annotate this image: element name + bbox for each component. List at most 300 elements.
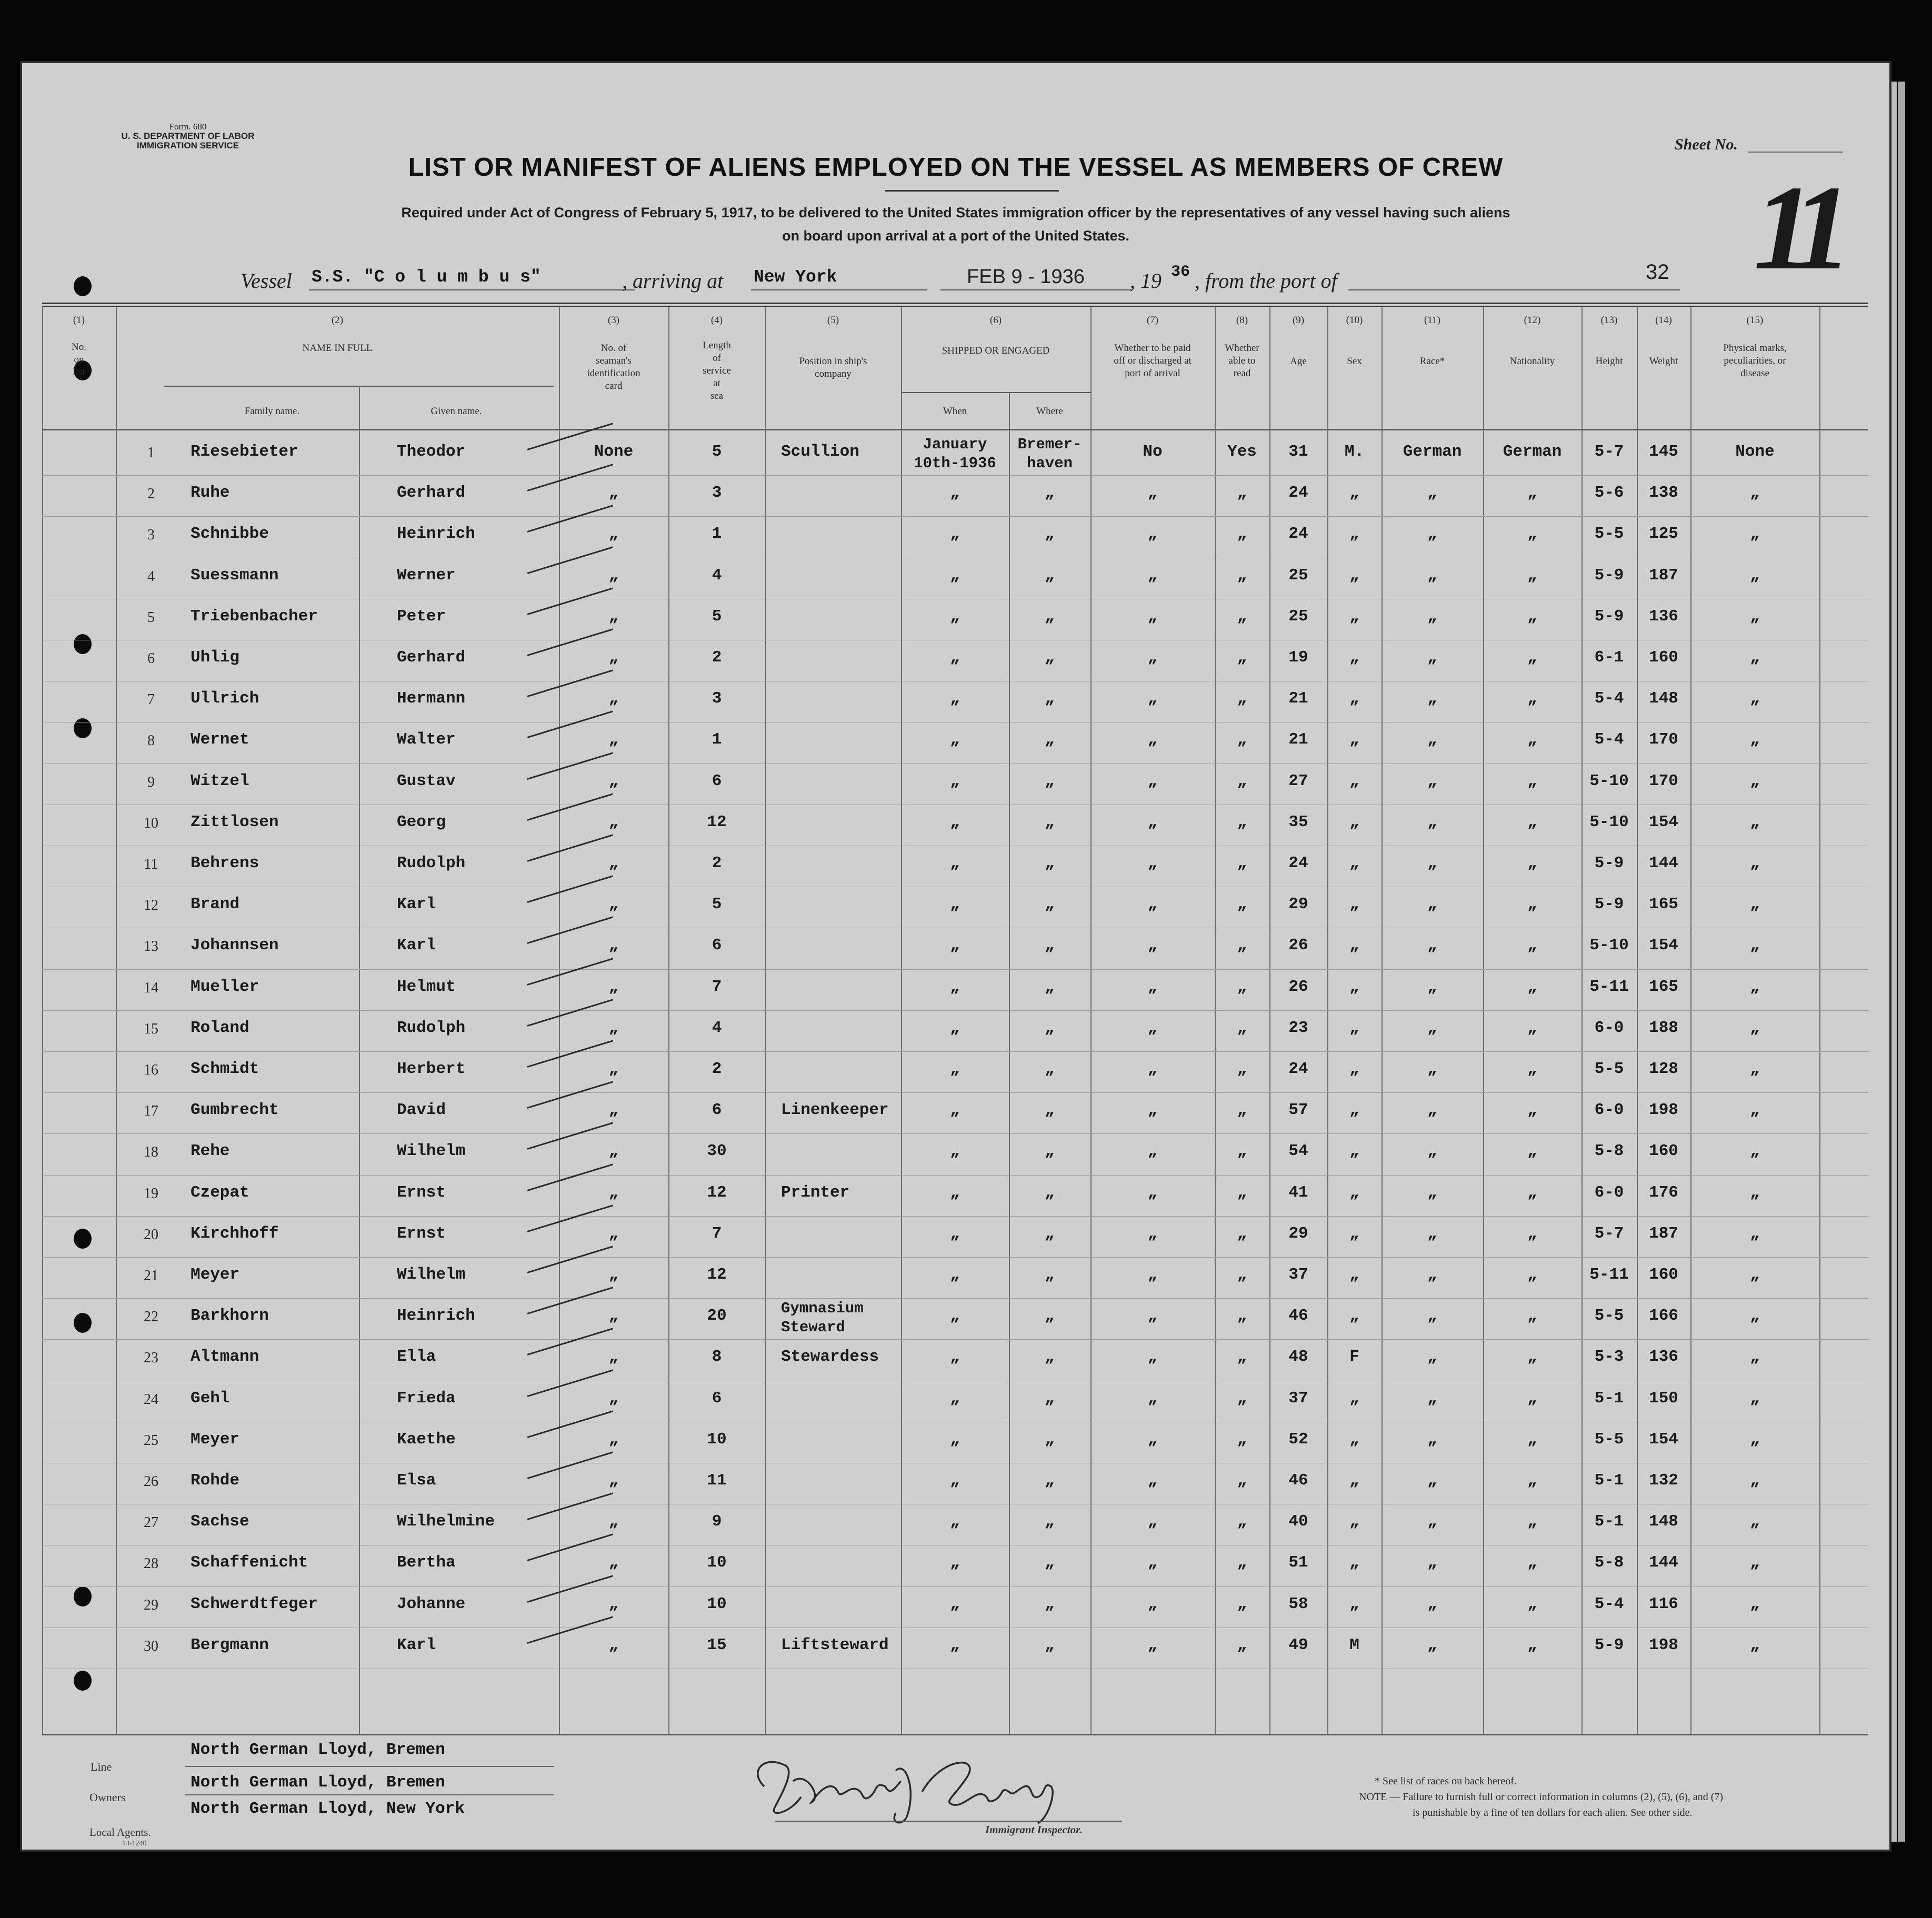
where-cell: „: [1045, 812, 1055, 831]
row-number: 7: [147, 691, 155, 708]
race-cell: „: [1427, 525, 1437, 544]
race-cell: „: [1427, 689, 1437, 708]
age-cell: 54: [1288, 1142, 1308, 1161]
age-cell: 21: [1288, 730, 1308, 749]
sheet-no-label: Sheet No.: [1675, 136, 1738, 153]
sex-cell: „: [1349, 1018, 1359, 1037]
sex-cell: „: [1349, 1553, 1359, 1572]
where-cell: „: [1045, 730, 1055, 749]
service-cell: 5: [712, 895, 722, 914]
arriving-rule: [751, 289, 927, 290]
column-header: Nationality: [1509, 356, 1555, 367]
age-cell: 29: [1288, 895, 1308, 914]
service-cell: 2: [712, 648, 722, 667]
row-rule: [42, 1133, 1868, 1134]
marks-cell: „: [1750, 648, 1760, 667]
column-number: (3): [607, 315, 620, 326]
height-cell: 5-10: [1589, 771, 1629, 790]
row-number: 22: [144, 1309, 158, 1325]
read-cell: Yes: [1227, 443, 1257, 461]
given-name: Gustav: [397, 771, 456, 790]
marks-cell: „: [1750, 1348, 1760, 1367]
given-name: Walter: [397, 730, 456, 749]
sex-cell: F: [1349, 1348, 1359, 1367]
height-cell: 6-0: [1594, 1018, 1624, 1037]
race-cell: „: [1427, 1471, 1437, 1490]
row-rule: [42, 1586, 1868, 1587]
height-cell: 5-6: [1594, 484, 1624, 503]
height-cell: 5-10: [1589, 812, 1629, 831]
family-name: Behrens: [191, 854, 259, 872]
service-cell: 15: [707, 1635, 727, 1654]
marks-cell: „: [1750, 1060, 1760, 1078]
given-name: Karl: [397, 936, 436, 955]
family-name: Wernet: [191, 730, 249, 749]
service-cell: 4: [712, 566, 722, 585]
read-cell: „: [1237, 1183, 1247, 1202]
height-cell: 5-9: [1594, 854, 1624, 872]
age-cell: 25: [1288, 607, 1308, 626]
weight-cell: 125: [1649, 525, 1678, 544]
nat-cell: „: [1527, 1512, 1537, 1531]
marks-cell: „: [1750, 1430, 1760, 1449]
read-cell: „: [1237, 484, 1247, 503]
read-cell: „: [1237, 607, 1247, 626]
weight-cell: 160: [1649, 648, 1678, 667]
race-cell: „: [1427, 895, 1437, 914]
race-cell: „: [1427, 1512, 1437, 1531]
paid-cell: „: [1147, 648, 1158, 667]
family-name: Triebenbacher: [191, 607, 318, 626]
family-name: Brand: [191, 895, 240, 914]
sex-cell: „: [1349, 812, 1359, 831]
column-header: Position in ship's company: [799, 356, 867, 379]
row-number: 11: [144, 856, 158, 872]
arriving-label: , arriving at: [622, 269, 724, 293]
agents-label: Local Agents.: [89, 1826, 151, 1839]
nat-cell: „: [1527, 1142, 1537, 1161]
service-cell: 3: [712, 689, 722, 708]
weight-cell: 170: [1649, 730, 1678, 749]
nat-cell: „: [1527, 1635, 1537, 1654]
nat-cell: „: [1527, 566, 1537, 585]
age-cell: 40: [1288, 1512, 1308, 1531]
when-cell: „: [950, 1060, 960, 1078]
age-cell: 24: [1288, 1060, 1308, 1078]
service-cell: 20: [707, 1307, 727, 1325]
where-cell: „: [1045, 607, 1055, 626]
race-cell: German: [1403, 443, 1462, 461]
age-cell: 35: [1288, 812, 1308, 831]
paid-cell: „: [1147, 854, 1158, 872]
row-rule: [42, 1257, 1868, 1258]
column-number: (7): [1146, 315, 1159, 326]
weight-cell: 198: [1649, 1635, 1678, 1654]
row-number: 13: [144, 938, 158, 955]
position-cell: Linenkeeper: [781, 1101, 889, 1120]
table-top-rule: [42, 303, 1868, 304]
weight-cell: 128: [1649, 1060, 1678, 1078]
family-name: Bergmann: [191, 1635, 269, 1654]
nat-cell: „: [1527, 1553, 1537, 1572]
where-cell: „: [1045, 1266, 1055, 1284]
read-cell: „: [1237, 1430, 1247, 1449]
paid-cell: „: [1147, 895, 1158, 914]
race-cell: „: [1427, 1389, 1437, 1408]
weight-cell: 187: [1649, 1224, 1678, 1243]
marks-cell: None: [1735, 443, 1775, 461]
given-name: Bertha: [397, 1553, 456, 1572]
given-name: Wilhelm: [397, 1142, 466, 1161]
paid-cell: „: [1147, 1142, 1158, 1161]
race-cell: „: [1427, 730, 1437, 749]
race-cell: „: [1427, 1183, 1437, 1202]
arrival-date-stamp: FEB 9 - 1936: [967, 266, 1085, 288]
manifest-sheet: [22, 63, 1889, 1850]
height-cell: 5-11: [1589, 1266, 1629, 1284]
arriving-port: New York: [754, 267, 837, 287]
nat-cell: „: [1527, 936, 1537, 955]
year-prefix: , 19: [1130, 269, 1162, 293]
where-cell: „: [1045, 771, 1055, 790]
paid-cell: „: [1147, 1594, 1158, 1613]
inspector-label: Immigrant Inspector.: [985, 1823, 1083, 1836]
paid-cell: „: [1147, 1389, 1158, 1408]
paid-cell: „: [1147, 1430, 1158, 1449]
nat-cell: „: [1527, 854, 1537, 872]
race-cell: „: [1427, 566, 1437, 585]
nat-cell: „: [1527, 1307, 1537, 1325]
marks-cell: „: [1750, 1183, 1760, 1202]
inspector-signature: [743, 1750, 1080, 1829]
vessel-rule: [309, 289, 635, 290]
age-cell: 37: [1288, 1266, 1308, 1284]
id-cell: „: [608, 1471, 619, 1490]
id-cell: „: [608, 854, 619, 872]
sex-cell: „: [1349, 566, 1359, 585]
read-cell: „: [1237, 1060, 1247, 1078]
service-cell: 12: [707, 1183, 727, 1202]
column-number: (6): [989, 315, 1002, 326]
id-cell: „: [608, 607, 619, 626]
weight-cell: 116: [1649, 1594, 1678, 1613]
row-rule: [42, 1010, 1868, 1011]
where-cell: „: [1045, 484, 1055, 503]
race-cell: „: [1427, 771, 1437, 790]
row-number: 21: [144, 1268, 158, 1284]
paid-cell: „: [1147, 1060, 1158, 1078]
column-number: (13): [1600, 315, 1618, 326]
id-cell: „: [608, 1389, 619, 1408]
service-cell: 2: [712, 854, 722, 872]
height-cell: 5-5: [1594, 1430, 1624, 1449]
height-cell: 5-4: [1594, 730, 1624, 749]
column-header: Sex: [1347, 356, 1362, 367]
position-cell: Gymnasium Steward: [781, 1300, 864, 1337]
line-rule: [185, 1766, 554, 1767]
family-name-header: Family name.: [244, 406, 300, 417]
height-cell: 5-8: [1594, 1553, 1624, 1572]
when-cell: „: [950, 1512, 960, 1531]
marks-cell: „: [1750, 1307, 1760, 1325]
row-number: 17: [144, 1103, 158, 1120]
paid-cell: „: [1147, 1307, 1158, 1325]
sex-cell: „: [1349, 1142, 1359, 1161]
read-cell: „: [1237, 1142, 1247, 1161]
family-name: Rehe: [191, 1142, 230, 1161]
punch-hole: [74, 1313, 92, 1333]
id-cell: „: [608, 936, 619, 955]
stacked-page-edge: [1898, 82, 1905, 1842]
age-cell: 27: [1288, 771, 1308, 790]
row-rule: [42, 1092, 1868, 1093]
race-cell: „: [1427, 1553, 1437, 1572]
height-cell: 5-11: [1589, 977, 1629, 996]
family-name: Schaffenicht: [191, 1553, 308, 1572]
marks-cell: „: [1750, 1389, 1760, 1408]
subtitle-line2: on board upon arrival at a port of the United States.: [782, 228, 1130, 244]
family-name: Czepat: [191, 1183, 249, 1202]
id-cell: „: [608, 1060, 619, 1078]
service-cell: 10: [707, 1553, 727, 1572]
race-cell: „: [1427, 1348, 1437, 1367]
sex-cell: „: [1349, 1224, 1359, 1243]
read-cell: „: [1237, 1512, 1247, 1531]
read-cell: „: [1237, 1224, 1247, 1243]
id-cell: „: [608, 648, 619, 667]
given-name: Wilhelmine: [397, 1512, 495, 1531]
column-header: No. of seaman's identification card: [587, 343, 640, 391]
service-cell: 6: [712, 936, 722, 955]
height-cell: 5-5: [1594, 525, 1624, 544]
sex-cell: „: [1349, 1266, 1359, 1284]
when-cell: „: [950, 1142, 960, 1161]
sex-cell: „: [1349, 689, 1359, 708]
given-name-header: Given name.: [431, 406, 482, 417]
page-reference: 32: [1646, 260, 1669, 284]
row-number: 26: [144, 1473, 158, 1490]
marks-cell: „: [1750, 977, 1760, 996]
weight-cell: 138: [1649, 484, 1678, 503]
given-name: Johanne: [397, 1594, 466, 1613]
paid-cell: „: [1147, 566, 1158, 585]
marks-cell: „: [1750, 1266, 1760, 1284]
sex-cell: „: [1349, 1430, 1359, 1449]
height-cell: 5-5: [1594, 1307, 1624, 1325]
family-name: Kirchhoff: [191, 1224, 279, 1243]
given-name: David: [397, 1101, 446, 1120]
paid-cell: „: [1147, 730, 1158, 749]
read-cell: „: [1237, 1594, 1247, 1613]
age-cell: 37: [1288, 1389, 1308, 1408]
age-cell: 48: [1288, 1348, 1308, 1367]
marks-cell: „: [1750, 936, 1760, 955]
column-number: (9): [1292, 315, 1305, 326]
row-number: 5: [147, 609, 155, 626]
given-name: Ella: [397, 1348, 436, 1367]
given-name: Ernst: [397, 1183, 446, 1202]
nat-cell: „: [1527, 812, 1537, 831]
footer-notes: [1359, 1773, 1723, 1821]
service-cell: 30: [707, 1142, 727, 1161]
height-cell: 5-9: [1594, 895, 1624, 914]
id-cell: „: [608, 895, 619, 914]
paid-cell: „: [1147, 689, 1158, 708]
weight-cell: 154: [1649, 936, 1678, 955]
where-header: Where: [1036, 406, 1063, 417]
row-number: 10: [144, 815, 158, 831]
marks-cell: „: [1750, 1471, 1760, 1490]
nat-cell: „: [1527, 1266, 1537, 1284]
weight-cell: 150: [1649, 1389, 1678, 1408]
row-number: 9: [147, 774, 155, 790]
service-cell: 4: [712, 1018, 722, 1037]
family-name: Zittlosen: [191, 812, 279, 831]
paid-cell: No: [1143, 443, 1163, 461]
when-cell: „: [950, 1266, 960, 1284]
read-cell: „: [1237, 730, 1247, 749]
given-name: Rudolph: [397, 1018, 466, 1037]
where-cell: „: [1045, 566, 1055, 585]
service-cell: 6: [712, 1389, 722, 1408]
signature-rule: [775, 1821, 1122, 1822]
nat-cell: „: [1527, 1018, 1537, 1037]
paid-cell: „: [1147, 936, 1158, 955]
form-info: [101, 122, 275, 150]
row-number: 12: [144, 897, 158, 914]
read-cell: „: [1237, 1307, 1247, 1325]
height-cell: 5-9: [1594, 607, 1624, 626]
family-name: Johannsen: [191, 936, 279, 955]
when-cell: „: [950, 1018, 960, 1037]
id-cell: „: [608, 1224, 619, 1243]
id-cell: „: [608, 689, 619, 708]
read-cell: „: [1237, 1348, 1247, 1367]
weight-cell: 166: [1649, 1307, 1678, 1325]
column-rule: [42, 307, 43, 1734]
sex-cell: „: [1349, 648, 1359, 667]
race-cell: „: [1427, 484, 1437, 503]
row-number: 30: [144, 1638, 158, 1654]
where-cell: „: [1045, 1635, 1055, 1654]
where-cell: „: [1045, 1348, 1055, 1367]
paid-cell: „: [1147, 1018, 1158, 1037]
where-cell: „: [1045, 1060, 1055, 1078]
sex-cell: „: [1349, 1060, 1359, 1078]
row-number: 15: [144, 1020, 158, 1037]
paid-cell: „: [1147, 1101, 1158, 1120]
weight-cell: 165: [1649, 895, 1678, 914]
row-number: 28: [144, 1555, 158, 1572]
column-number: (4): [710, 315, 723, 326]
read-cell: „: [1237, 977, 1247, 996]
where-cell: „: [1045, 936, 1055, 955]
service-cell: 10: [707, 1430, 727, 1449]
marks-cell: „: [1750, 525, 1760, 544]
weight-cell: 165: [1649, 977, 1678, 996]
id-cell: „: [608, 977, 619, 996]
column-header: Age: [1290, 356, 1307, 367]
service-cell: 11: [707, 1471, 727, 1490]
id-cell: „: [608, 525, 619, 544]
weight-cell: 145: [1649, 443, 1678, 461]
when-cell: January 10th-1936: [914, 436, 996, 472]
nat-cell: German: [1503, 443, 1562, 461]
marks-cell: „: [1750, 812, 1760, 831]
marks-cell: „: [1750, 1594, 1760, 1613]
id-cell: „: [608, 771, 619, 790]
age-cell: 26: [1288, 936, 1308, 955]
nat-cell: „: [1527, 525, 1537, 544]
row-rule: [42, 1339, 1868, 1340]
where-cell: „: [1045, 1101, 1055, 1120]
when-cell: „: [950, 1348, 960, 1367]
where-cell: „: [1045, 854, 1055, 872]
service-cell: 6: [712, 771, 722, 790]
service-cell: 9: [712, 1512, 722, 1531]
where-cell: „: [1045, 1512, 1055, 1531]
when-cell: „: [950, 1389, 960, 1408]
owners-value: North German Lloyd, Bremen: [191, 1773, 445, 1792]
marks-cell: „: [1750, 895, 1760, 914]
race-cell: „: [1427, 1101, 1437, 1120]
family-name: Gumbrecht: [191, 1101, 279, 1120]
paid-cell: „: [1147, 607, 1158, 626]
stacked-page-edge: [1889, 82, 1897, 1842]
sex-cell: „: [1349, 1101, 1359, 1120]
service-cell: 6: [712, 1101, 722, 1120]
row-number: 2: [147, 486, 155, 503]
sex-cell: „: [1349, 1389, 1359, 1408]
service-cell: 12: [707, 812, 727, 831]
given-name: Karl: [397, 895, 436, 914]
row-number: 8: [147, 732, 155, 749]
weight-cell: 154: [1649, 812, 1678, 831]
sex-cell: „: [1349, 854, 1359, 872]
column-header: Height: [1595, 356, 1623, 367]
nat-cell: „: [1527, 730, 1537, 749]
read-cell: „: [1237, 1266, 1247, 1284]
paid-cell: „: [1147, 977, 1158, 996]
weight-cell: 160: [1649, 1266, 1678, 1284]
sex-cell: „: [1349, 771, 1359, 790]
paid-cell: „: [1147, 1183, 1158, 1202]
given-name: Karl: [397, 1635, 436, 1654]
weight-cell: 160: [1649, 1142, 1678, 1161]
penalty-note-cont: is punishable by a fine of ten dollars for each alien. See other side.: [1413, 1807, 1693, 1819]
row-number: 6: [147, 650, 155, 667]
column-header: Length of service at sea: [703, 340, 731, 401]
column-header: SHIPPED OR ENGAGED: [942, 345, 1050, 356]
when-cell: „: [950, 1101, 960, 1120]
height-cell: 6-0: [1594, 1101, 1624, 1120]
column-header: Whether able to read: [1225, 343, 1259, 379]
weight-cell: 148: [1649, 1512, 1678, 1531]
race-cell: „: [1427, 1060, 1437, 1078]
read-cell: „: [1237, 648, 1247, 667]
given-name: Gerhard: [397, 648, 466, 667]
paid-cell: „: [1147, 1348, 1158, 1367]
given-name: Gerhard: [397, 484, 466, 503]
port-rule: [1348, 289, 1680, 290]
column-header: Whether to be paid off or discharged at port of arrival: [1114, 343, 1192, 379]
weight-cell: 187: [1649, 566, 1678, 585]
sex-cell: „: [1349, 607, 1359, 626]
page-title: LIST OR MANIFEST OF ALIENS EMPLOYED ON THE VESSEL AS MEMBERS OF CREW: [408, 153, 1504, 182]
when-cell: „: [950, 812, 960, 831]
service-cell: 7: [712, 1224, 722, 1243]
race-cell: „: [1427, 812, 1437, 831]
